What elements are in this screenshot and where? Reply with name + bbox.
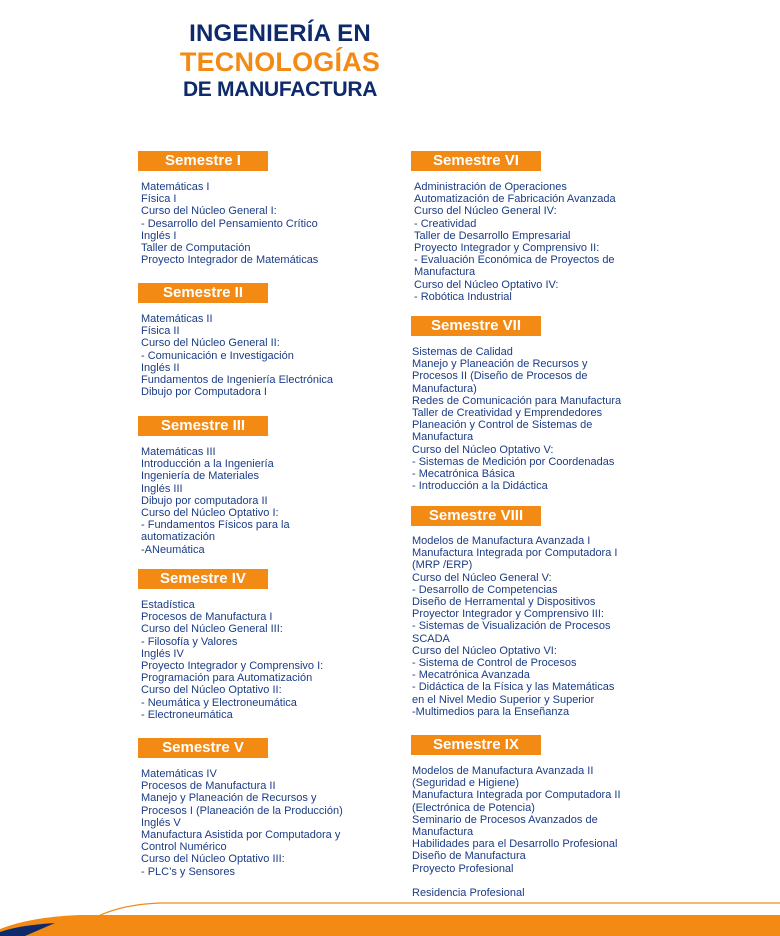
semester-9-courses [412, 765, 621, 899]
course-item: Física I [141, 193, 177, 206]
program-title [160, 22, 400, 100]
course-item: Inglés I [141, 229, 177, 242]
course-item: Matemáticas IV [141, 768, 217, 780]
course-item: Manufactura) [412, 382, 477, 395]
course-item: Estadística [141, 599, 195, 611]
course-item: Procesos II (Diseño de Procesos de [412, 370, 588, 383]
title-line-3: DE MANUFACTURA [182, 78, 378, 101]
course-item: Procesos de Manufactura II [141, 780, 276, 793]
course-item: en el Nivel Medio Superior y Superior [412, 693, 595, 706]
semester-3-heading: Semestre III [138, 416, 268, 436]
semester-4-heading: Semestre IV [138, 569, 268, 589]
semester-1-courses [141, 181, 318, 266]
semester-5-heading: Semestre V [138, 738, 268, 758]
course-item: SCADA [412, 632, 450, 645]
course-item: Diseño de Manufactura [412, 850, 526, 863]
course-item: Curso del Núcleo General III: [141, 623, 283, 636]
course-item: Matemáticas I [141, 181, 210, 193]
course-item: Proyecto Integrador y Comprensivo I: [141, 660, 324, 673]
course-item: Manejo y Planeación de Recursos y [141, 792, 317, 805]
course-item: (Seguridad e Higiene) [412, 777, 520, 790]
course-item: Automatización de Fabricación Avanzada [414, 193, 616, 206]
course-item: Manufactura [414, 266, 476, 279]
course-item: Programación para Automatización [141, 672, 313, 685]
semester-6-courses [414, 181, 616, 303]
course-item: Curso del Núcleo Optativo III: [141, 853, 285, 866]
course-item: - PLC’s y Sensores [141, 865, 235, 878]
course-item: Curso del Núcleo Optativo IV: [414, 278, 559, 291]
title-line-1: INGENIERÍA EN [189, 20, 371, 47]
course-item: Física II [141, 325, 180, 338]
course-item: Planeación y Control de Sistemas de [412, 419, 593, 432]
semester-2-courses [141, 313, 333, 398]
course-item: - Filosofía y Valores [141, 635, 238, 648]
course-item: Proyector Integrador y Comprensivo III: [412, 608, 604, 621]
semester-6-heading: Semestre VI [411, 151, 541, 171]
course-item: Inglés II [141, 361, 180, 374]
course-item: Curso del Núcleo General II: [141, 337, 280, 350]
course-item: - Desarrollo del Pensamiento Crítico [141, 217, 318, 230]
course-item: Curso del Núcleo General IV: [414, 205, 557, 218]
semester-7-heading: Semestre VII [411, 316, 541, 336]
course-item: Control Numérico [141, 841, 227, 854]
course-item: (Electrónica de Potencia) [412, 801, 535, 814]
course-item: - Sistemas de Visualización de Procesos [412, 620, 611, 633]
course-item: - Sistema de Control de Procesos [412, 657, 577, 670]
course-item: Curso del Núcleo Optativo II: [141, 684, 282, 697]
course-item: Ingeniería de Materiales [141, 470, 260, 483]
course-item: Proyecto Profesional [412, 862, 514, 875]
course-item: Manufactura [412, 826, 474, 839]
course-item: Manufactura Asistida por Computadora y [141, 829, 341, 842]
course-item: Inglés III [141, 482, 183, 495]
course-item: Seminario de Procesos Avanzados de [412, 813, 598, 826]
course-item: Habilidades para el Desarrollo Profesional [412, 838, 618, 851]
semester-2-heading: Semestre II [138, 283, 268, 303]
course-item: Fundamentos de Ingeniería Electrónica [141, 374, 334, 387]
course-item: Modelos de Manufactura Avanzada II [412, 765, 594, 777]
semester-8-heading: Semestre VIII [411, 506, 541, 526]
course-item: Taller de Desarrollo Empresarial [414, 229, 571, 242]
course-item: - Didáctica de la Física y las Matemáticas [412, 681, 615, 694]
course-item: Curso del Núcleo Optativo VI: [412, 644, 557, 657]
course-item: - Sistemas de Medición por Coordenadas [412, 455, 615, 468]
course-item: Manufactura Integrada por Computadora II [412, 789, 621, 802]
course-item: Modelos de Manufactura Avanzada I [412, 535, 591, 547]
title-line-2: TECNOLOGÍAS [179, 47, 381, 77]
course-item: Diseño de Herramental y Dispositivos [412, 596, 596, 609]
semester-1-heading: Semestre I [138, 151, 268, 171]
course-item: Administración de Operaciones [414, 181, 567, 193]
course-item: Manufactura [412, 431, 474, 444]
course-item: Proyecto Integrador y Comprensivo II: [414, 242, 600, 255]
semester-3-courses [141, 446, 290, 556]
course-item: Procesos de Manufactura I [141, 611, 273, 624]
course-item: Matemáticas III [141, 446, 216, 458]
course-item: automatización [141, 531, 215, 544]
course-item: Taller de Computación [141, 242, 251, 255]
course-item: -Multimedios para la Enseñanza [412, 705, 570, 718]
course-item: - Fundamentos Físicos para la [141, 519, 290, 532]
course-item: - Neumática y Electroneumática [141, 696, 297, 709]
course-item: - Mecatrónica Básica [412, 468, 515, 481]
course-item: Introducción a la Ingeniería [141, 458, 274, 471]
course-item: - Mecatrónica Avanzada [412, 669, 530, 682]
course-item: Taller de Creatividad y Emprendedores [412, 407, 603, 420]
course-item: Sistemas de Calidad [412, 346, 513, 358]
semester-5-courses [141, 768, 343, 878]
course-item: - Desarrollo de Competencias [412, 583, 558, 596]
course-item: - Evaluación Económica de Proyectos de [414, 254, 615, 267]
semester-4-courses [141, 599, 323, 721]
course-item: Proyecto Integrador de Matemáticas [141, 254, 319, 267]
course-item: Manejo y Planeación de Recursos y [412, 358, 588, 371]
course-item: Curso del Núcleo General V: [412, 571, 552, 584]
course-item: - Electroneumática [141, 708, 233, 721]
course-item: Curso del Núcleo General I: [141, 205, 277, 218]
course-item-residencia: Residencia Profesional [412, 886, 525, 899]
course-item: (MRP /ERP) [412, 559, 473, 572]
semester-7-courses [412, 346, 621, 492]
semester-9-heading: Semestre IX [411, 735, 541, 755]
course-item: -ANeumática [141, 543, 205, 556]
course-item: Dibujo por Computadora I [141, 386, 267, 399]
course-item: Curso del Núcleo Optativo I: [141, 507, 279, 520]
course-item: - Comunicación e Investigación [141, 349, 294, 362]
course-item: Procesos I (Planeación de la Producción) [141, 804, 343, 817]
semester-8-courses [412, 535, 617, 718]
course-item: Matemáticas II [141, 313, 213, 325]
course-item: Dibujo por computadora II [141, 494, 268, 507]
course-item: Inglés IV [141, 647, 184, 660]
course-item: - Creatividad [414, 217, 477, 230]
course-item: Manufactura Integrada por Computadora I [412, 547, 618, 560]
course-item: Curso del Núcleo Optativo V: [412, 443, 554, 456]
footer-swoosh [0, 895, 780, 936]
course-item: - Robótica Industrial [414, 290, 512, 303]
course-item: Redes de Comunicación para Manufactura [412, 394, 622, 407]
course-item: - Introducción a la Didáctica [412, 480, 548, 493]
course-item: Inglés V [141, 816, 181, 829]
